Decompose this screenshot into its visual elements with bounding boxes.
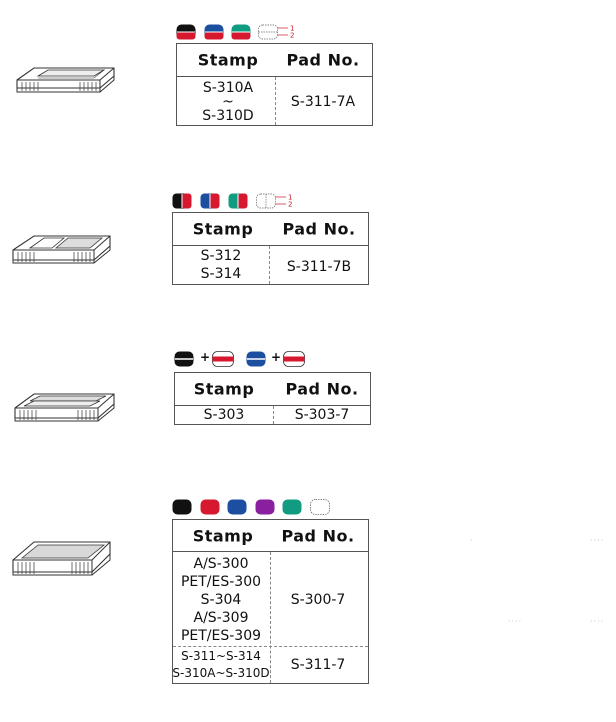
stamp-model: PET/ES-309 (180, 628, 262, 644)
blue-red-pad-icon (204, 24, 224, 40)
stamp-model: S-310D (202, 108, 254, 124)
stamp-cell (181, 555, 261, 645)
black-pad-icon (172, 499, 192, 515)
black-stripe-pad-icon (174, 351, 194, 367)
split-pad-diagram-icon (256, 193, 300, 211)
blue-stripe-pad-icon (246, 351, 266, 367)
pad-table-2 (172, 212, 369, 285)
pad-table-4 (172, 519, 369, 684)
range-separator: ~ (222, 94, 234, 110)
purple-pad-icon (255, 499, 275, 515)
table-header (173, 520, 368, 552)
ink-pad-illustration-3 (12, 390, 118, 426)
pad-number-cell: S-311-7A (290, 94, 356, 110)
dotted-line-artifact: ···· (508, 617, 523, 626)
stamp-column-header: Stamp (192, 526, 254, 545)
stamp-cell: S-303 (203, 407, 245, 423)
green-pad-icon (282, 499, 302, 515)
stamp-column-header: Stamp (192, 219, 254, 239)
pad-number-cell: S-311-7 (290, 657, 346, 673)
marker-2: 2 (288, 200, 293, 209)
ink-pad-illustration-1 (14, 62, 118, 96)
ink-color-swatches-4 (172, 499, 332, 517)
black-red-split-pad-icon (172, 193, 192, 209)
black-red-pad-icon (176, 24, 196, 40)
stamp-model: S-312 (200, 248, 242, 264)
dotted-line-artifact: ···· (590, 536, 605, 545)
blank-pad-icon (310, 499, 330, 515)
stamp-model: S-304 (200, 592, 242, 608)
pad-column-header: Pad No. (285, 379, 359, 399)
red-stripe-pad-icon (283, 351, 305, 367)
blue-red-split-pad-icon (200, 193, 220, 209)
stamp-column-header: Stamp (193, 379, 255, 399)
pad-number-cell: S-303-7 (294, 407, 350, 423)
stamp-model: S-310A (202, 80, 254, 96)
green-red-pad-icon (231, 24, 251, 40)
marker-1: 1 (290, 24, 295, 33)
plus-sign: + (271, 350, 282, 364)
dotted-line-artifact: · (470, 536, 474, 545)
pad-column-header: Pad No. (282, 219, 356, 239)
stamp-model: S-310A~S-310D (172, 666, 270, 680)
pad-number-cell: S-300-7 (290, 592, 346, 608)
pad-column-header: Pad No. (281, 526, 355, 545)
stamp-model: PET/ES-300 (180, 574, 262, 590)
pad-table-3 (174, 372, 371, 425)
ink-color-swatches-1 (176, 24, 306, 42)
marker-1: 1 (288, 193, 293, 202)
stamp-cell (172, 648, 269, 682)
table-header (177, 44, 372, 77)
pad-column-header: Pad No. (286, 50, 360, 70)
table-header (175, 373, 370, 406)
plus-sign: + (200, 350, 211, 364)
ink-pad-illustration-2 (10, 232, 114, 268)
red-stripe-pad-icon (212, 351, 234, 367)
stamp-cell (201, 247, 242, 283)
stamp-cell (202, 79, 253, 125)
split-pad-diagram-icon (258, 24, 302, 42)
marker-2: 2 (290, 31, 295, 40)
ink-color-swatches-2 (172, 193, 302, 211)
blue-pad-icon (227, 499, 247, 515)
stamp-model: S-314 (200, 266, 242, 282)
table-header (173, 213, 368, 246)
pad-table-1 (176, 43, 373, 126)
red-pad-icon (200, 499, 220, 515)
ink-color-swatches-3 (174, 351, 314, 369)
stamp-model: S-311~S-314 (181, 649, 261, 663)
stamp-model: A/S-309 (193, 610, 249, 626)
stamp-model: A/S-300 (193, 556, 249, 572)
pad-number-cell: S-311-7B (286, 259, 352, 275)
dotted-line-artifact: ···· (590, 617, 605, 626)
stamp-column-header: Stamp (197, 50, 259, 70)
green-red-split-pad-icon (228, 193, 248, 209)
ink-pad-illustration-4 (10, 538, 114, 580)
